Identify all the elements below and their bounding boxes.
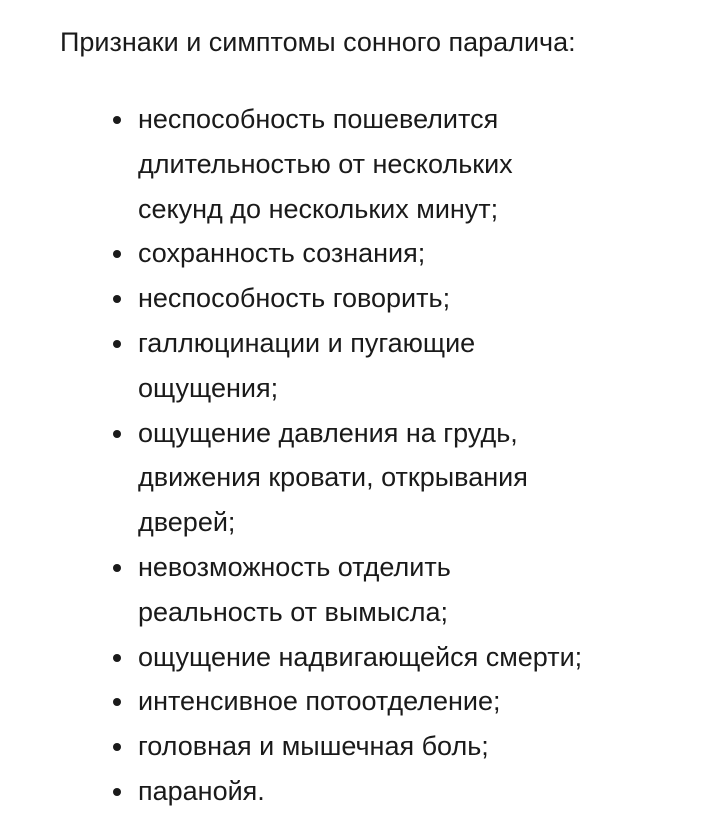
symptom-list [0, 97, 720, 814]
list-item [0, 276, 720, 321]
list-item [0, 97, 720, 231]
list-item [0, 724, 720, 769]
list-item-text: интенсивное потоотделение; [138, 686, 501, 717]
list-item-text: головная и мышечная боль; [138, 731, 489, 762]
page-title: Признаки и симптомы сонного паралича: [60, 27, 576, 57]
list-item-text: секунд до нескольких минут; [138, 193, 499, 224]
list-item-text: движения кровати, открывания [138, 462, 528, 493]
list-item [0, 321, 720, 411]
list-item-text: неспособность говорить; [138, 283, 451, 314]
list-item-text: ощущение давления на грудь, [138, 417, 518, 448]
list-item [0, 545, 720, 635]
bullet-icon [113, 654, 121, 662]
list-item [0, 231, 720, 276]
bullet-icon [113, 788, 121, 796]
list-item-text: паранойя. [138, 775, 265, 806]
list-item-text: галлюцинации и пугающие [138, 327, 476, 358]
list-item-text: ощущения; [138, 372, 279, 403]
bullet-icon [113, 295, 121, 303]
list-item [0, 635, 720, 680]
bullet-icon [113, 743, 121, 751]
bullet-icon [113, 250, 121, 258]
bullet-icon [113, 116, 121, 124]
bullet-icon [113, 430, 121, 438]
list-item-text: реальность от вымысла; [138, 596, 449, 627]
list-item-text: ощущение надвигающейся смерти; [138, 641, 583, 672]
list-item-text: сохранность сознания; [138, 238, 426, 269]
bullet-icon [113, 698, 121, 706]
list-item-text: длительностью от нескольких [138, 148, 513, 179]
list-item [0, 679, 720, 724]
list-item [0, 411, 720, 545]
list-item-text: невозможность отделить [138, 551, 451, 582]
bullet-icon [113, 340, 121, 348]
list-item-text: дверей; [138, 507, 236, 538]
list-item [0, 769, 720, 814]
bullet-icon [113, 564, 121, 572]
list-item-text: неспособность пошевелится [138, 104, 499, 134]
